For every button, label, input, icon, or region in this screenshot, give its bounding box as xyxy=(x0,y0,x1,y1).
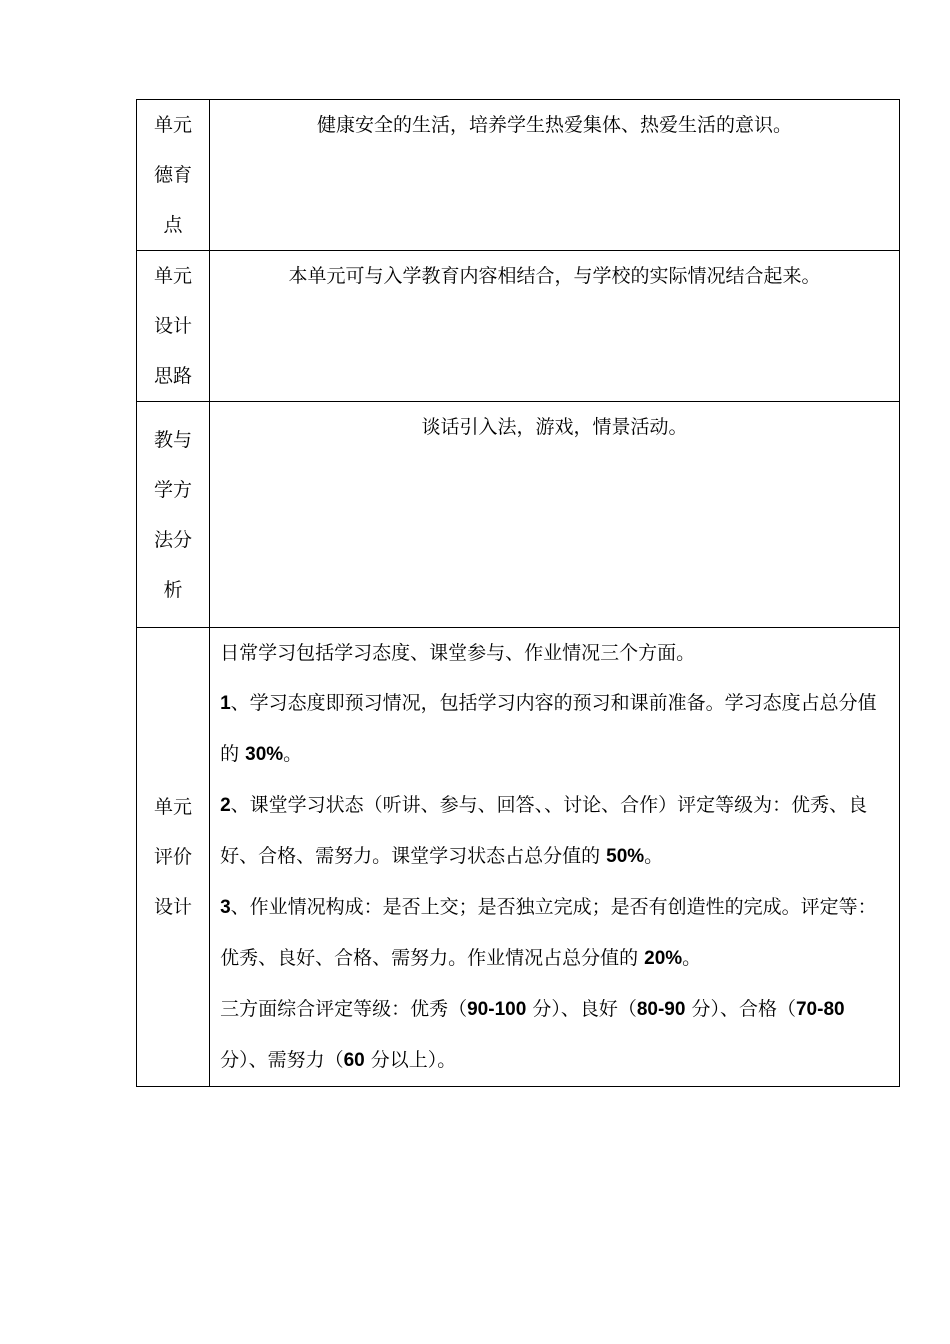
eval-intro: 日常学习包括学习态度、课堂参与、作业情况三个方面。 xyxy=(220,642,696,664)
label-line: 析 xyxy=(163,578,183,601)
table-row-evaluation xyxy=(137,628,900,1087)
label-line: 设计 xyxy=(154,315,193,337)
label-line: 点 xyxy=(163,214,183,236)
label-line: 学方 xyxy=(154,478,193,501)
label-line: 评价 xyxy=(154,846,193,868)
content-text: 谈话引入法，游戏，情景活动。 xyxy=(421,416,688,438)
content-text: 本单元可与入学教育内容相结合，与学校的实际情况结合起来。 xyxy=(288,265,821,287)
label-line: 单元 xyxy=(154,114,193,136)
label-line: 教与 xyxy=(154,428,193,451)
row-label xyxy=(137,402,210,628)
row-label xyxy=(137,100,210,251)
eval-item-3: 3、作业情况构成：是否上交；是否独立完成；是否有创造性的完成。评定等：优秀、良好、合格、需努力。作业情况占总分值的 20%。 xyxy=(220,896,877,969)
table-row-methods xyxy=(137,402,900,628)
table-row-design-idea xyxy=(137,251,900,402)
label-line: 法分 xyxy=(154,528,193,551)
content-text: 健康安全的生活，培养学生热爱集体、热爱生活的意识。 xyxy=(317,114,793,136)
row-content xyxy=(210,251,900,402)
evaluation-content xyxy=(210,628,900,1087)
lesson-plan-table xyxy=(136,99,900,1087)
label-line: 设计 xyxy=(154,896,193,918)
label-line: 单元 xyxy=(154,796,193,818)
label-line: 单元 xyxy=(154,265,193,287)
label-line: 德育 xyxy=(154,164,193,186)
row-label xyxy=(137,251,210,402)
eval-item-2: 2、课堂学习状态（听讲、参与、回答、、讨论、合作）评定等级为：优秀、良好、合格、需努力。课堂学习状态占总分值的 50%。 xyxy=(220,794,868,867)
row-content xyxy=(210,100,900,251)
eval-summary: 三方面综合评定等级：优秀（90-100 分）、良好（80-90 分）、合格（70-80 分）、需努力（60 分以上）。 xyxy=(220,998,845,1071)
table-row-moral-education xyxy=(137,100,900,251)
row-label xyxy=(137,628,210,1087)
row-content xyxy=(210,402,900,628)
label-line: 思路 xyxy=(154,365,193,387)
eval-item-1: 1、学习态度即预习情况，包括学习内容的预习和课前准备。学习态度占总分值的 30%。 xyxy=(220,692,877,765)
